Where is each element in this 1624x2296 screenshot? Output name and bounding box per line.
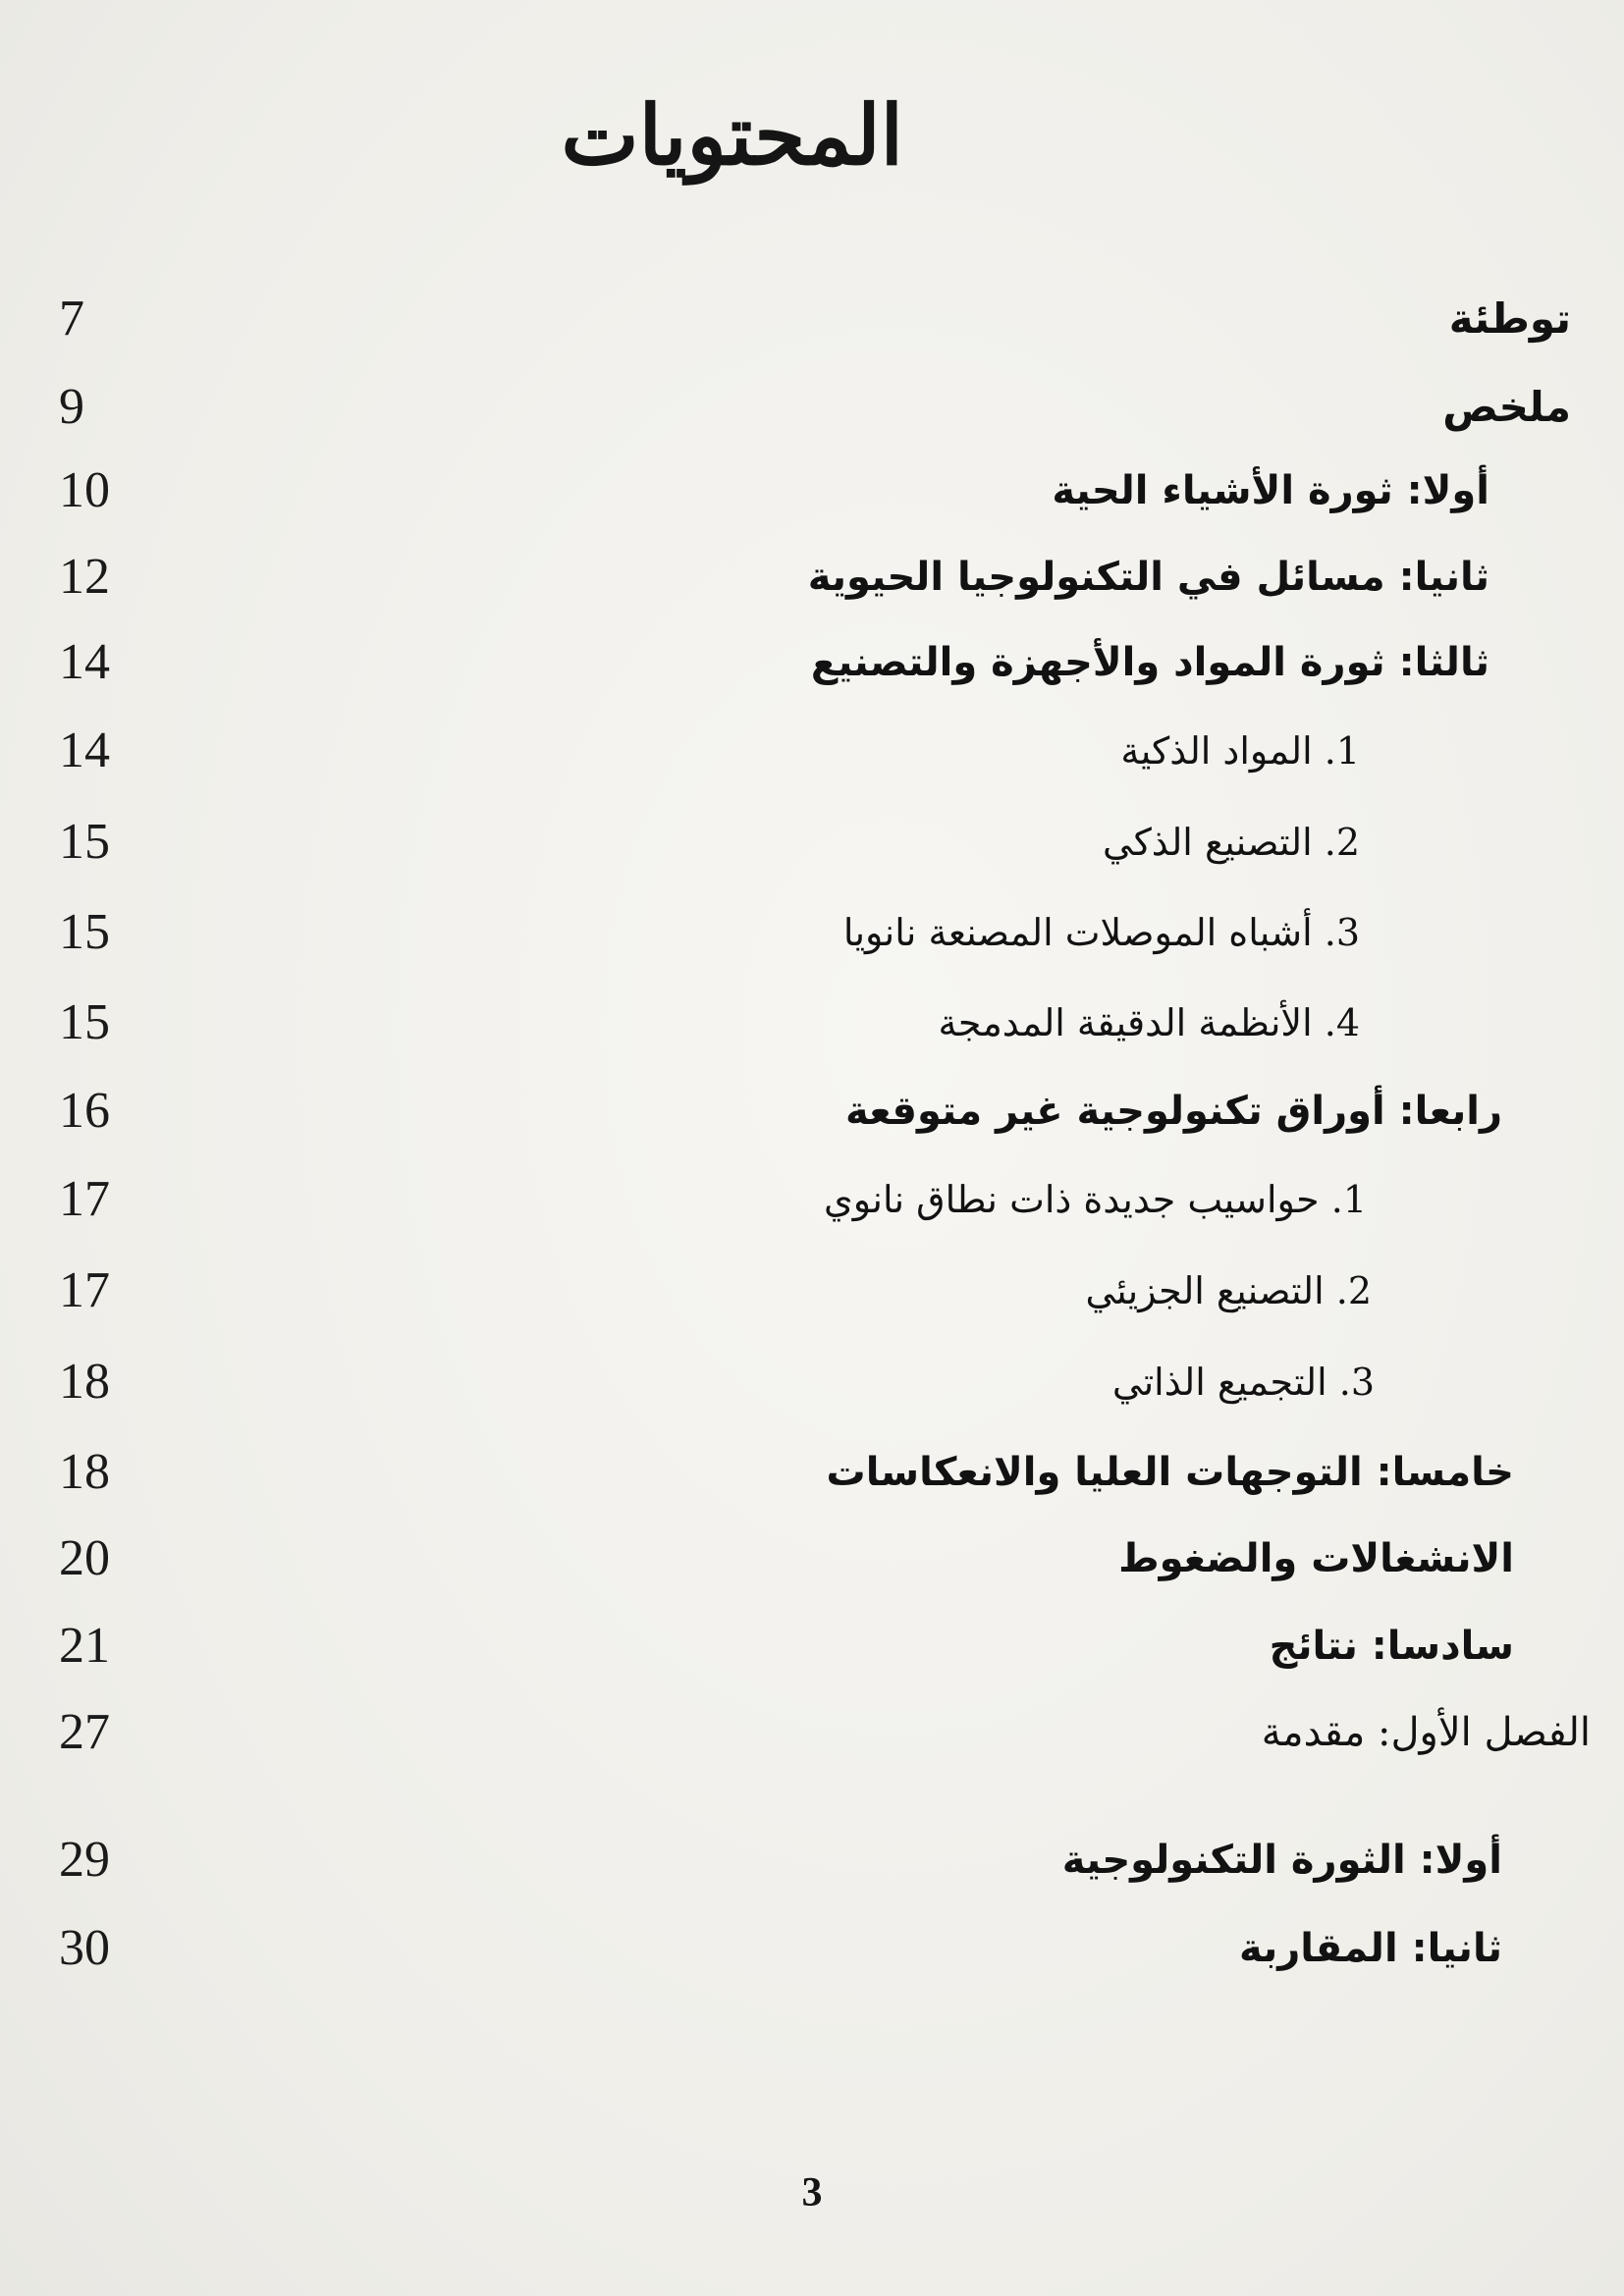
- toc-entry: [59, 368, 1571, 447]
- toc-entry-title: ملخص: [1442, 383, 1571, 431]
- page-number: 3: [801, 2170, 823, 2216]
- toc-entry: [59, 1693, 1591, 1772]
- toc-page-number: 17: [59, 1262, 110, 1318]
- toc-entry-title: خامسا: التوجهات العليا والانعكاسات: [826, 1450, 1514, 1495]
- toc-entry-title: أولا: ثورة الأشياء الحية: [1052, 468, 1489, 513]
- toc-entry-title: أولا: الثورة التكنولوجية: [1061, 1838, 1502, 1883]
- toc-page-number: 14: [59, 722, 110, 778]
- toc-page-number: 21: [59, 1618, 110, 1674]
- toc-page-number: 30: [59, 1920, 110, 1976]
- toc-page-number: 15: [59, 994, 110, 1050]
- toc-entry: [59, 280, 1571, 358]
- toc-entry: [59, 1160, 1571, 1239]
- toc-entry: [59, 984, 1571, 1062]
- toc-entry-title: 3. أشباه الموصلات المصنعة نانويا: [842, 911, 1360, 954]
- toc-entry: [59, 712, 1571, 790]
- toc-page-number: 16: [59, 1083, 110, 1139]
- toc-entry-title: 3. التجميع الذاتي: [1111, 1361, 1375, 1404]
- toc-page-number: 27: [59, 1704, 110, 1760]
- toc-entry: [59, 803, 1571, 881]
- toc-entry-title: 1. المواد الذكية: [1120, 729, 1360, 773]
- toc-entry-title: ثالثا: ثورة المواد والأجهزة والتصنيع: [810, 640, 1489, 685]
- toc-entry-title: 2. التصنيع الجزيئي: [1085, 1269, 1372, 1312]
- toc-entry: [59, 1607, 1571, 1685]
- toc-entry: [59, 1072, 1571, 1150]
- toc-entry: [59, 1909, 1571, 1988]
- toc-page-number: 29: [59, 1832, 110, 1888]
- toc-entry-title: الانشغالات والضغوط: [1118, 1536, 1514, 1581]
- toc-page-number: 18: [59, 1444, 110, 1500]
- toc-entry: [59, 1343, 1571, 1421]
- toc-entry: [59, 623, 1571, 702]
- toc-entry-title: 2. التصنيع الذكي: [1103, 821, 1360, 864]
- toc-page-number: 7: [59, 291, 84, 347]
- toc-entry: [59, 1821, 1571, 1899]
- toc-entry-title: 1. حواسيب جديدة ذات نطاق نانوي: [824, 1178, 1367, 1221]
- toc-page-number: 18: [59, 1354, 110, 1410]
- toc-entry-title: الفصل الأول: مقدمة: [1261, 1710, 1591, 1755]
- toc-entry: [59, 893, 1571, 972]
- toc-page-number: 12: [59, 549, 110, 605]
- toc-page-number: 17: [59, 1171, 110, 1227]
- toc-entry: [59, 452, 1571, 530]
- toc-entry: [59, 1520, 1571, 1598]
- toc-page-number: 14: [59, 634, 110, 690]
- toc-entry-title: سادسا: نتائج: [1269, 1624, 1514, 1669]
- toc-entry: [59, 538, 1571, 616]
- toc-entry-title: ثانيا: المقاربة: [1239, 1926, 1502, 1971]
- toc-entry-title: ثانيا: مسائل في التكنولوجيا الحيوية: [807, 555, 1489, 600]
- toc-page-number: 20: [59, 1530, 110, 1586]
- page-title: المحتويات: [561, 86, 903, 184]
- toc-page-number: 9: [59, 379, 84, 435]
- toc-page-number: 15: [59, 904, 110, 960]
- toc-entry: [59, 1433, 1571, 1512]
- toc-entry-title: رابعا: أوراق تكنولوجية غير متوقعة: [844, 1089, 1502, 1134]
- toc-entry-title: 4. الأنظمة الدقيقة المدمجة: [938, 1001, 1360, 1044]
- toc-page-number: 15: [59, 814, 110, 870]
- toc-entry-title: توطئة: [1448, 294, 1571, 343]
- toc-entry: [59, 1252, 1571, 1330]
- toc-page-number: 10: [59, 462, 110, 518]
